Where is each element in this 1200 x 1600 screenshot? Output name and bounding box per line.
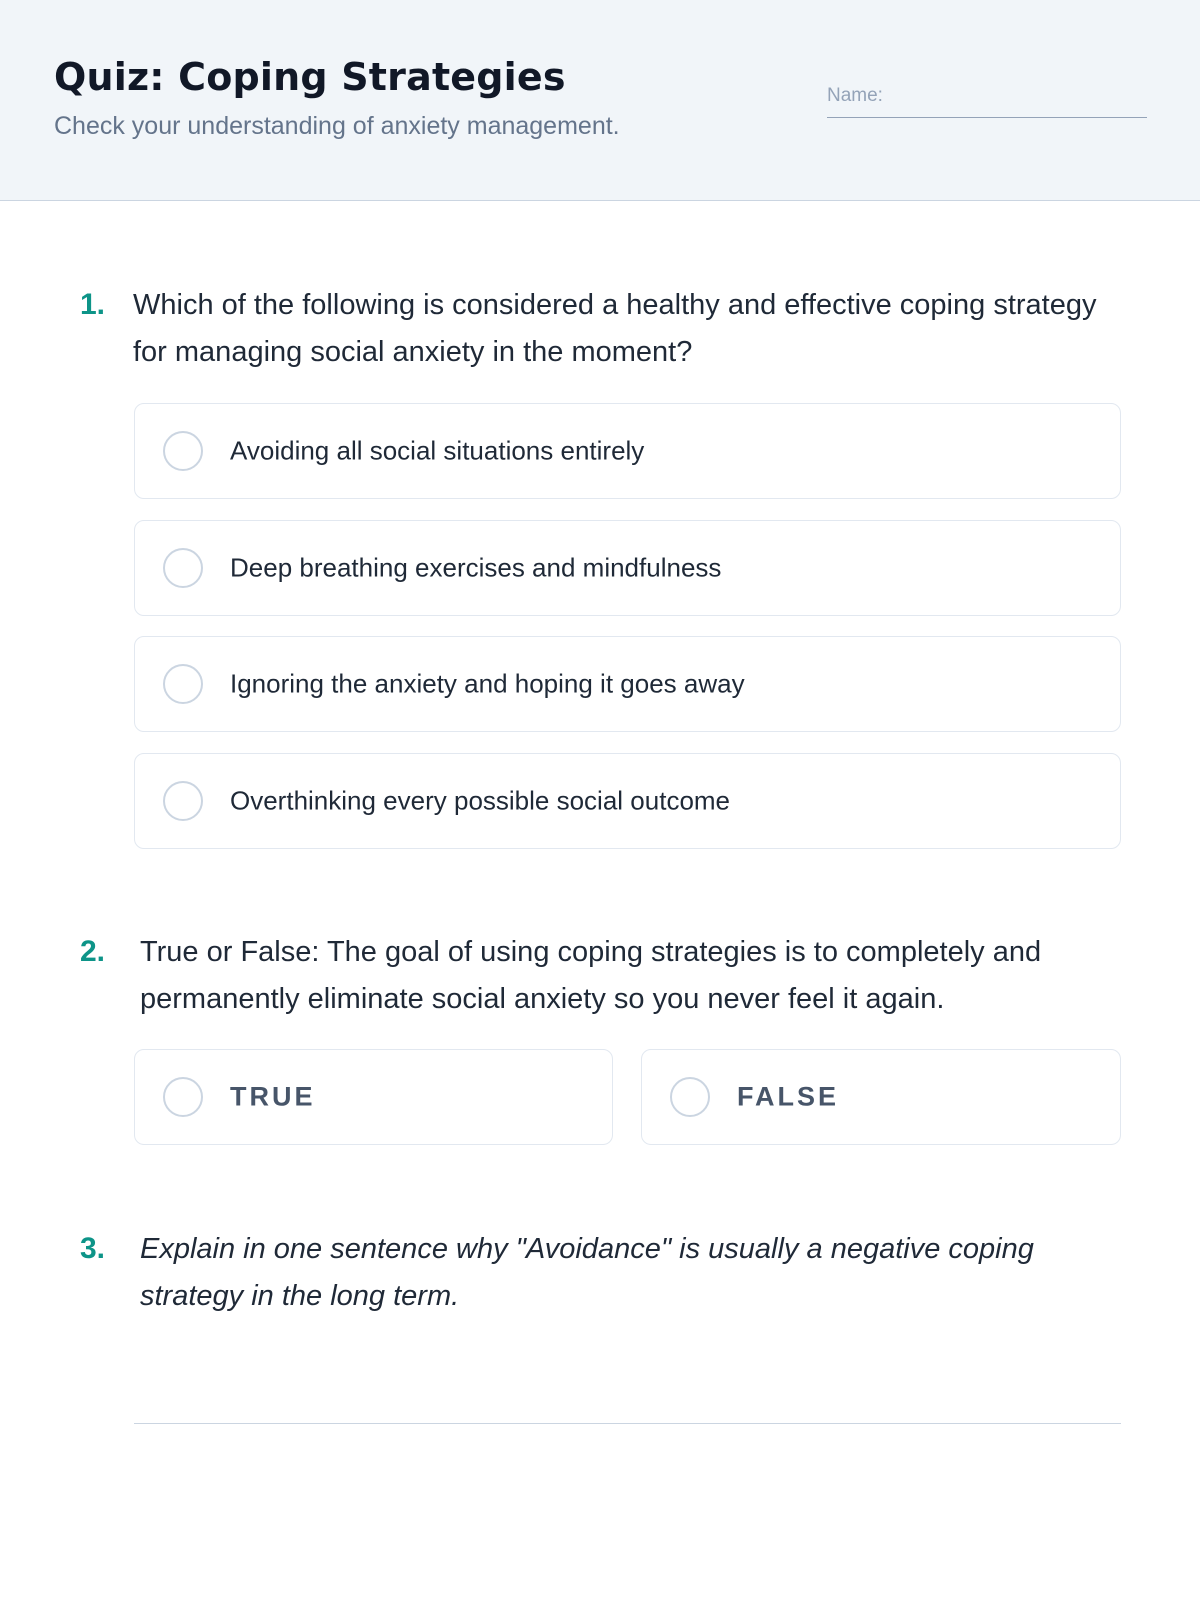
page-title: Quiz: Coping Strategies xyxy=(54,55,566,99)
question-1-number: 1. xyxy=(80,288,106,321)
name-field[interactable] xyxy=(827,82,1147,118)
question-1-option-c[interactable] xyxy=(134,636,1121,732)
radio-button[interactable] xyxy=(163,664,203,704)
radio-button[interactable] xyxy=(670,1077,710,1117)
radio-button[interactable] xyxy=(163,431,203,471)
false-option[interactable] xyxy=(641,1049,1121,1145)
option-label: Ignoring the anxiety and hoping it goes away xyxy=(230,668,745,699)
radio-button[interactable] xyxy=(163,548,203,588)
question-2-number: 2. xyxy=(80,935,106,968)
radio-button[interactable] xyxy=(163,1077,203,1117)
option-label: Avoiding all social situations entirely xyxy=(230,435,645,466)
false-label: FALSE xyxy=(737,1081,840,1112)
true-label: TRUE xyxy=(230,1081,316,1112)
name-field-label: Name: xyxy=(827,85,883,106)
quiz-header xyxy=(0,0,1200,201)
question-2-text: True or False: The goal of using coping strategies is to completely and permanently eliminate social anxiety so you never feel it again. xyxy=(140,936,1042,1015)
page-subtitle: Check your understanding of anxiety management. xyxy=(54,112,620,140)
question-1-text: Which of the following is considered a healthy and effective coping strategy for managing social anxiety in the moment? xyxy=(133,289,1097,368)
question-1-option-b[interactable] xyxy=(134,520,1121,616)
question-1-option-a[interactable] xyxy=(134,403,1121,499)
option-label: Deep breathing exercises and mindfulness xyxy=(230,552,722,583)
question-1-option-d[interactable] xyxy=(134,753,1121,849)
true-option[interactable] xyxy=(134,1049,613,1145)
question-3-text: Explain in one sentence why "Avoidance" is usually a negative coping strategy in the long term. xyxy=(140,1233,1034,1312)
radio-button[interactable] xyxy=(163,781,203,821)
question-3-number: 3. xyxy=(80,1232,106,1265)
option-label: Overthinking every possible social outcome xyxy=(230,785,731,816)
answer-line[interactable] xyxy=(134,1423,1121,1424)
